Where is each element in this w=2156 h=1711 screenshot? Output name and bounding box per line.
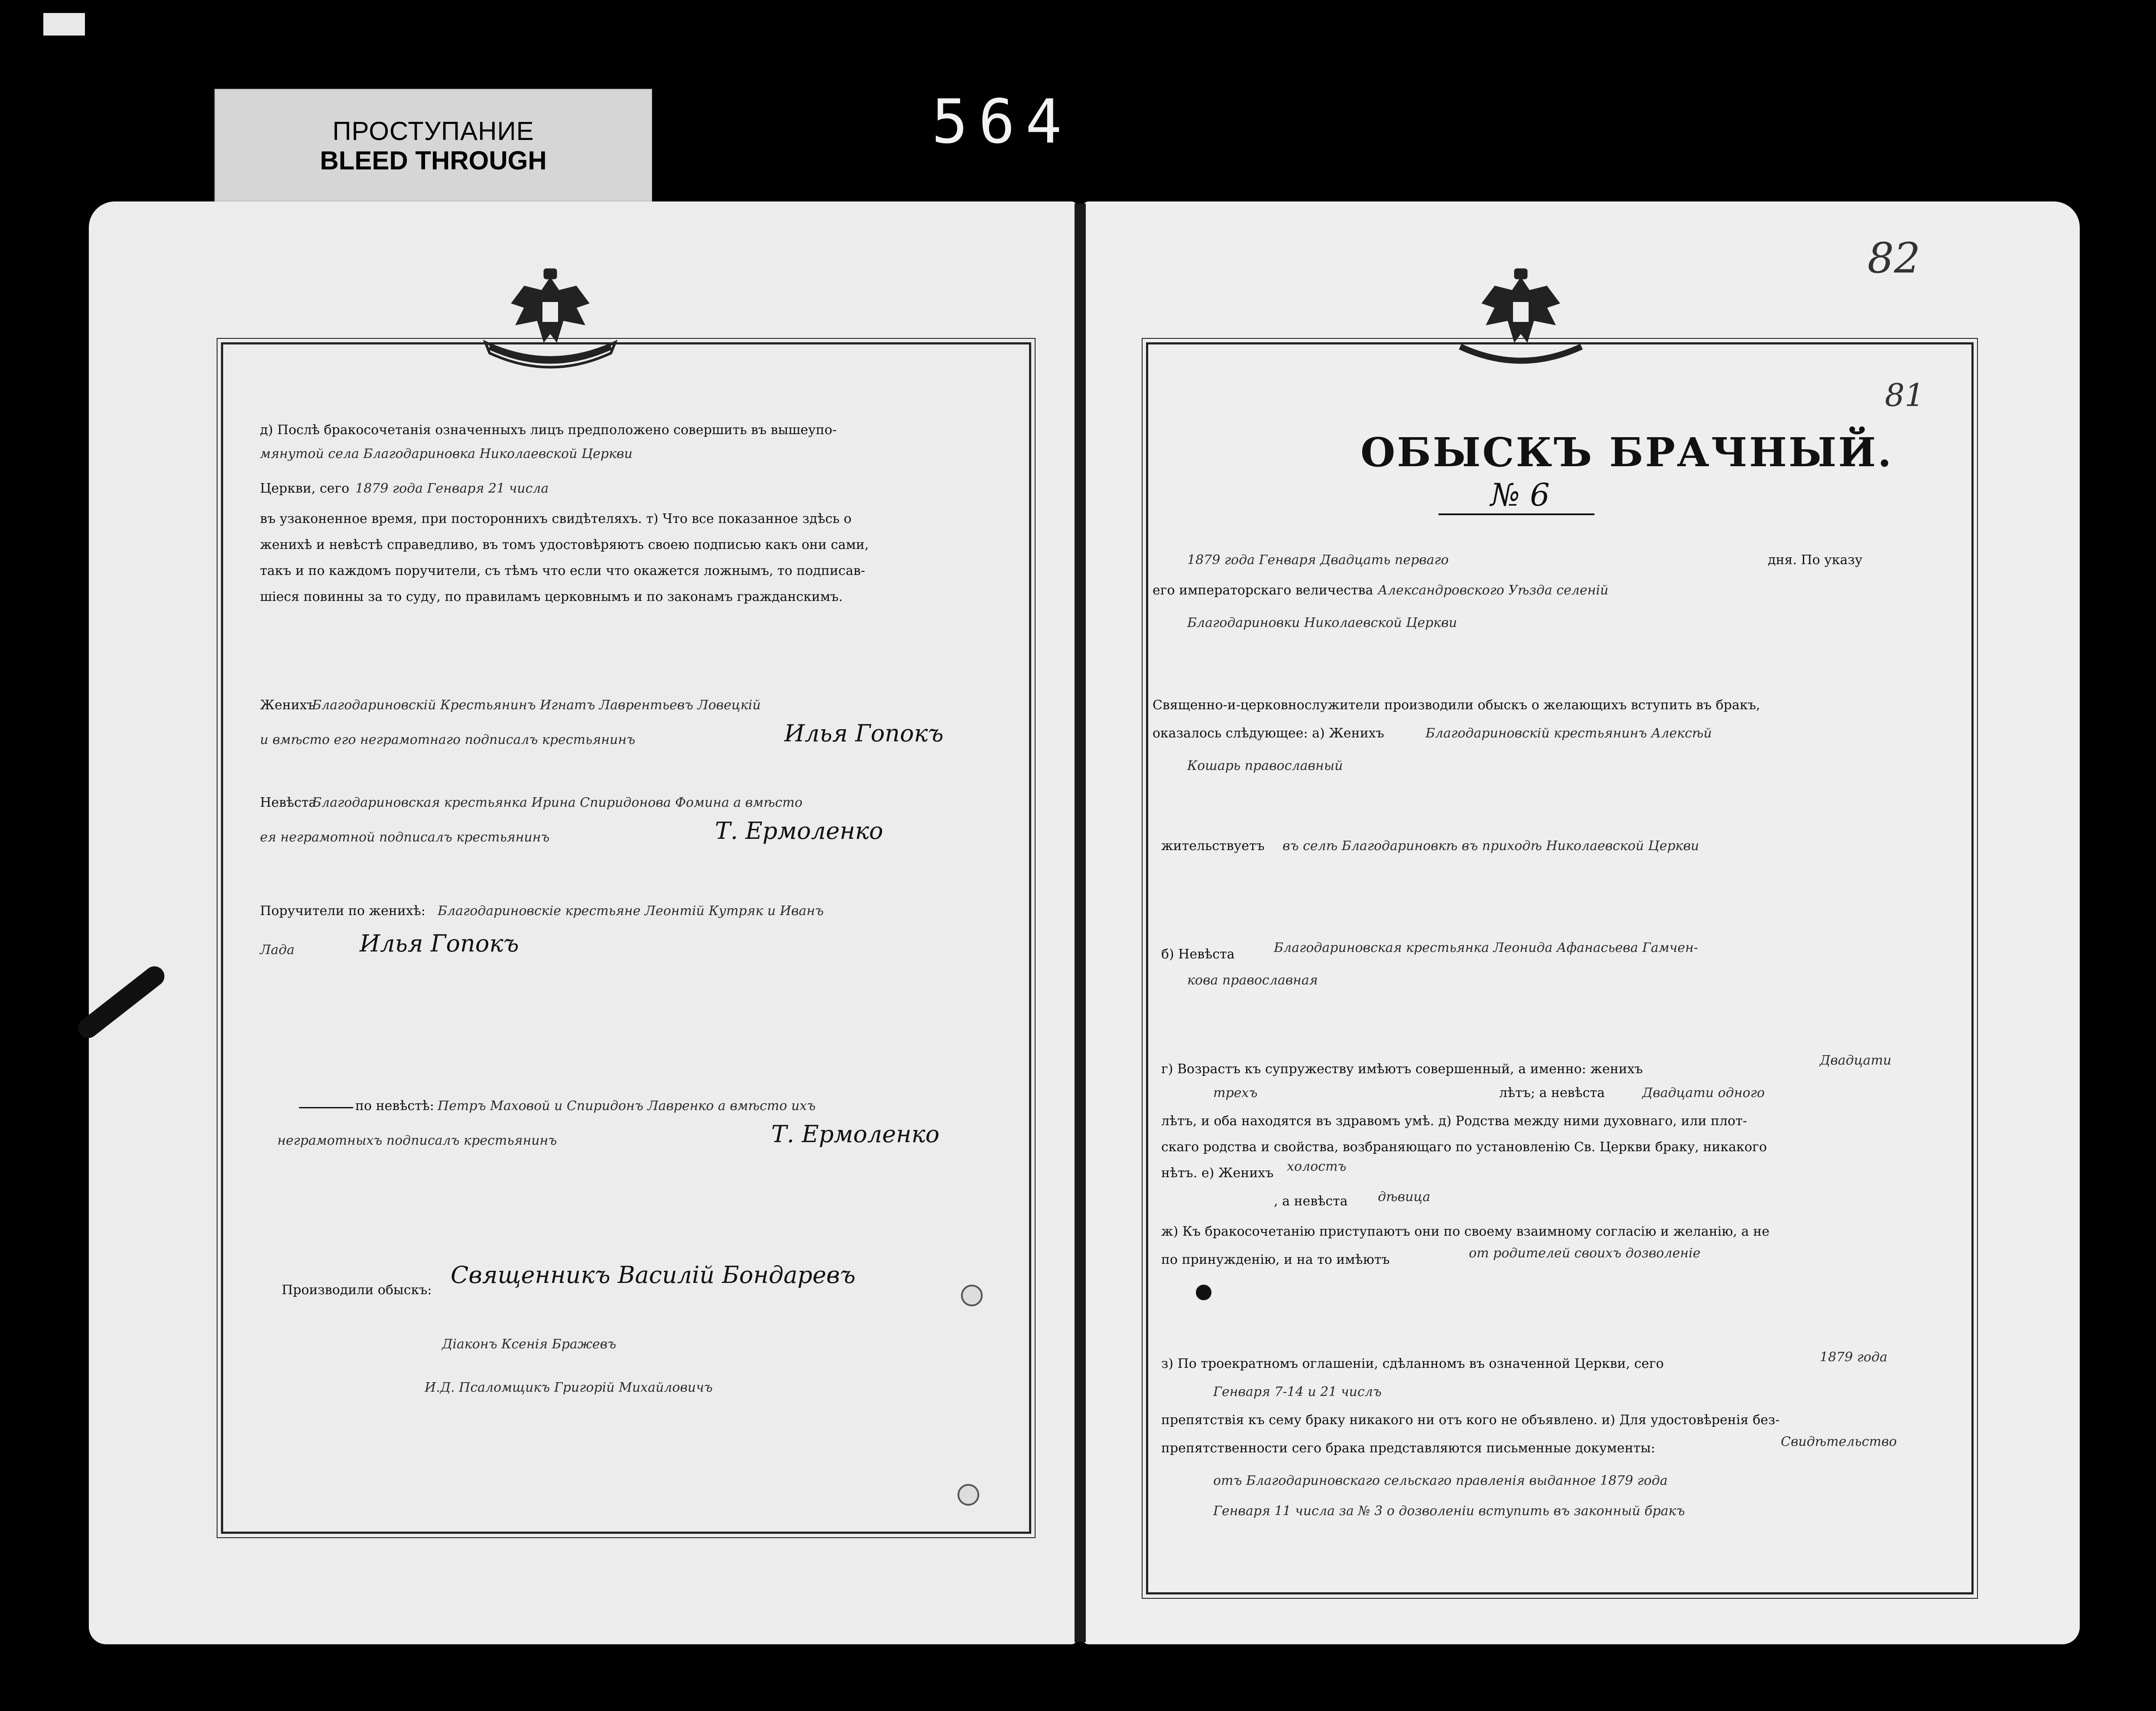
corner-marker <box>43 13 85 36</box>
groom-status-hand: холостъ <box>1287 1159 1347 1174</box>
page-number-handwritten: 82 <box>1867 234 1921 282</box>
bride-guarantors-label: по невѣстѣ: <box>355 1098 434 1114</box>
bride-hand-1: Благодариновская крестьянка Ирина Спиридонова Фомина а вмѣсто <box>312 795 803 810</box>
bride-hand-2: ея неграмотной подписалъ крестьянинъ <box>260 830 550 845</box>
groom-guarantors-signature: Илья Гопокъ <box>360 930 519 957</box>
groom-guarantors-hand-2: Лада <box>260 942 295 958</box>
document-title: ОБЫСКЪ БРАЧНЫЙ. <box>1360 429 1893 476</box>
left-para-3: въ узаконенное время, при постороннихъ свидѣтеляхъ. т) Что все показанное здѣсь о <box>260 511 852 526</box>
district-hand: Александровского Уѣзда селеній <box>1378 583 1609 598</box>
banns-year-hand: 1879 года <box>1820 1350 1888 1365</box>
documents-hand-3: Генваря 11 числа за № 3 о дозволеніи вступить въ законный бракъ <box>1213 1503 1685 1519</box>
number-underline <box>1438 513 1594 515</box>
groom-age-hand-2: трехъ <box>1213 1085 1258 1101</box>
binding-hole <box>961 1285 983 1306</box>
bride-label: Невѣста <box>260 795 317 810</box>
left-para-4: женихѣ и невѣстѣ справедливо, въ томъ удостовѣряютъ своею подписью какъ они сами, <box>260 537 869 552</box>
by-decree-print: дня. По указу <box>1768 552 1863 568</box>
search-performed-label: Производили обыскъ: <box>282 1282 432 1298</box>
groom-hand: Благодариновскій крестьянинъ Алексѣй <box>1425 726 1712 741</box>
bride-hand-2: кова православная <box>1187 973 1318 988</box>
groom-label: Женихъ <box>260 698 315 713</box>
kinship-line-1: лѣтъ, и оба находятся въ здравомъ умѣ. д) Родства между ними духовнаго, или плот- <box>1161 1114 1747 1129</box>
blank-line <box>299 1107 353 1108</box>
parental-consent-hand: от родителей своихъ дозволеніе <box>1469 1246 1701 1261</box>
groom-hand-1: Благодариновскій Крестьянинъ Игнатъ Лаврентьевъ Ловецкій <box>312 698 761 713</box>
old-page-number-handwritten: 81 <box>1885 377 1925 413</box>
kinship-line-2: скаго родства и свойства, возбраняющаго по установленію Св. Церкви браку, никакого <box>1161 1140 1767 1155</box>
bride-guarantors-signature: Т. Ермоленко <box>771 1120 940 1148</box>
documents-hand: Свидѣтельство <box>1781 1434 1897 1449</box>
groom-print: оказалось слѣдующее: а) Женихъ <box>1153 726 1384 741</box>
deacon-signature: Діаконъ Ксенія Бражевъ <box>442 1337 617 1352</box>
groom-guarantors-label: Поручители по женихѣ: <box>260 903 425 919</box>
groom-hand-2: и вмѣсто его неграмотнаго подписалъ крестьянинъ <box>260 732 636 747</box>
clergy-line: Священно-и-церковнослужители производили обыскъ о желающихъ вступить въ бракъ, <box>1153 698 1760 713</box>
bride-status-hand: дѣвица <box>1378 1189 1431 1205</box>
banns-dates-hand: Генваря 7-14 и 21 числъ <box>1213 1384 1382 1399</box>
bride-status-print: , а невѣста <box>1274 1194 1348 1209</box>
banns-print: з) По троекратномъ оглашеніи, сдѣланномъ въ означенной Церкви, сего <box>1161 1356 1664 1371</box>
bleed-through-label <box>214 89 652 201</box>
residence-hand: въ селѣ Благодариновкѣ въ приходѣ Николаевской Церкви <box>1283 838 1699 854</box>
date-hand: 1879 года Генваря Двадцать перваго <box>1187 552 1449 568</box>
groom-guarantors-hand-1: Благодариновскіе крестьяне Леонтій Кутряк и Иванъ <box>438 903 824 919</box>
residence-print: жительствуетъ <box>1161 838 1265 854</box>
binding-hole <box>1196 1285 1211 1300</box>
label-russian: ПРОСТУПАНИЕ <box>332 117 534 146</box>
left-para-5: такъ и по каждомъ поручители, съ тѣмъ что если что окажется ложнымъ, то подписав- <box>260 563 865 578</box>
folio-number: 564 <box>932 87 1072 157</box>
imperial-eagle-crest-icon <box>472 260 628 373</box>
binding-hole <box>958 1484 979 1506</box>
record-number: № 6 <box>1490 477 1550 513</box>
bride-age-hand: Двадцати одного <box>1642 1085 1765 1101</box>
label-english: BLEED THROUGH <box>320 146 547 175</box>
bride-guarantors-hand-1: Петръ Маховой и Спиридонъ Лавренко а вмѣсто ихъ <box>438 1098 816 1114</box>
age-print: г) Возрастъ къ супружеству имѣютъ совершенный, а именно: женихъ <box>1161 1062 1643 1077</box>
imperial-eagle-crest-icon <box>1443 260 1599 373</box>
bride-age-print: лѣтъ; а невѣста <box>1499 1085 1605 1101</box>
coercion-print: по принужденію, и на то имѣютъ <box>1161 1252 1390 1267</box>
book-spine <box>1075 204 1086 1642</box>
church-hand: Благодариновки Николаевской Церкви <box>1187 615 1457 630</box>
documents-print: препятственности сего брака представляются письменные документы: <box>1161 1441 1656 1456</box>
documents-hand-2: отъ Благодариновскаго сельскаго правленія выданное 1879 года <box>1213 1473 1668 1488</box>
psalmist-signature: И.Д. Псаломщикъ Григорій Михайловичъ <box>425 1380 713 1395</box>
priest-signature: Священникъ Василій Бондаревъ <box>451 1261 856 1289</box>
left-para-1-hand: мянутой села Благодариновка Николаевской Церкви <box>260 446 633 461</box>
bride-hand: Благодариновская крестьянка Леонида Афанасьева Гамчен- <box>1274 940 1698 955</box>
bride-print: б) Невѣста <box>1161 947 1235 962</box>
groom-hand-2: Кошарь православный <box>1187 758 1343 773</box>
left-para-1: д) Послѣ бракосочетанія означенныхъ лицъ предположено совершить въ вышеупо- <box>260 422 837 438</box>
groom-age-hand: Двадцати <box>1820 1053 1892 1068</box>
left-para-2-hand: 1879 года Генваря 21 числа <box>355 481 549 496</box>
groom-signature: Илья Гопокъ <box>784 720 944 747</box>
left-para-6: шіеся повинны за то суду, по правиламъ церковнымъ и по законамъ гражданскимъ. <box>260 589 843 604</box>
imperial-majesty-print: его императорскаго величества <box>1153 583 1373 598</box>
bride-signature: Т. Ермоленко <box>715 817 883 844</box>
groom-status-print: нѣтъ. е) Женихъ <box>1161 1166 1274 1181</box>
bride-guarantors-hand-2: неграмотныхъ подписалъ крестьянинъ <box>277 1133 557 1148</box>
left-para-2-print: Церкви, сего <box>260 481 350 496</box>
no-impediments-line: препятствія къ сему браку никакого ни отъ кого не объявлено. и) Для удостовѣренія без- <box>1161 1412 1780 1428</box>
consent-line: ж) Къ бракосочетанію приступаютъ они по своему взаимному согласію и желанію, а не <box>1161 1224 1770 1239</box>
